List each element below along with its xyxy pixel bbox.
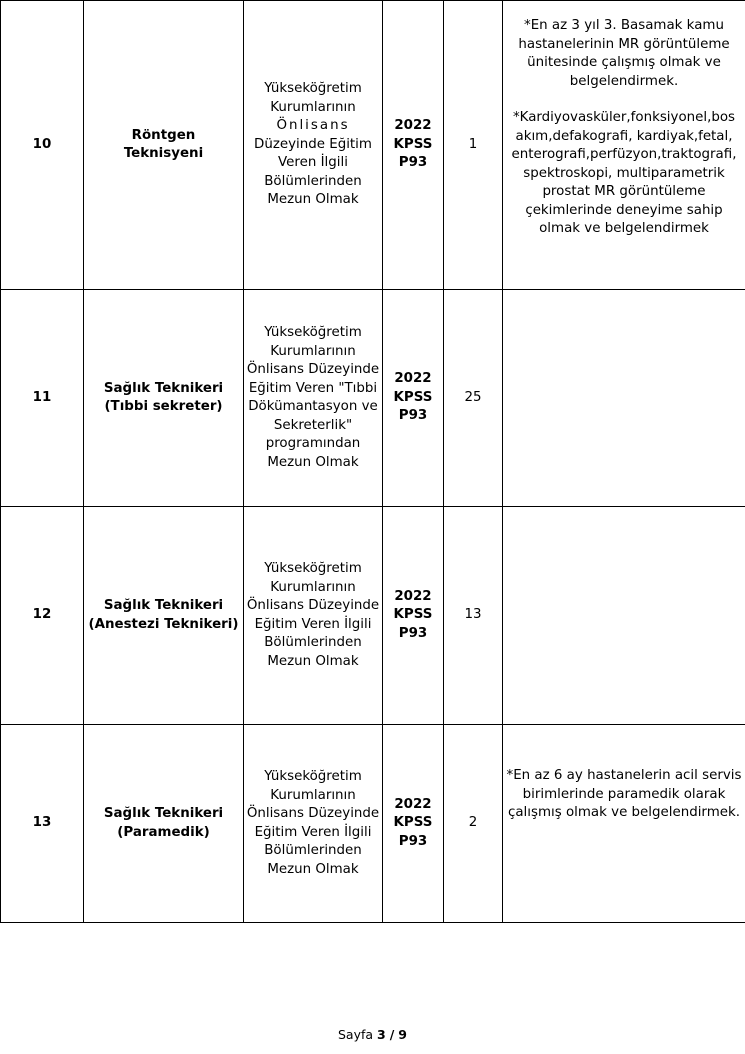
education-line: Dökümantasyon ve: [248, 399, 378, 414]
condition-note: *En az 3 yıl 3. Basamak kamu hastanelerinin MR görüntüleme ünitesinde çalışmış olmak ve belgelendirmek.: [518, 18, 730, 89]
exam-requirement: [383, 725, 444, 923]
page-separator: /: [389, 1027, 395, 1042]
education-line: Kurumlarının: [270, 343, 356, 359]
position-title: [84, 1, 244, 290]
quota-count: 13: [444, 507, 503, 725]
quota-count: 1: [444, 1, 503, 290]
table-row: [1, 725, 745, 923]
education-line: Yükseköğretim: [264, 81, 362, 97]
education-line: Önlisans Düzeyinde: [246, 598, 380, 613]
education-line: Kurumlarının: [270, 787, 356, 803]
education-requirement: [244, 725, 383, 923]
education-requirement: [244, 1, 383, 290]
education-line: Mezun Olmak: [267, 454, 359, 470]
position-title-line: (Anestezi Teknikeri): [88, 616, 239, 632]
row-number: 10: [1, 1, 84, 290]
education-line: Eğitim Veren İlgili: [254, 824, 372, 840]
row-number: 13: [1, 725, 84, 923]
education-requirement: [244, 507, 383, 725]
exam-line: 2022: [394, 371, 432, 387]
position-title: [84, 725, 244, 923]
education-line: Bölümlerinden: [264, 843, 362, 858]
position-title-line: Sağlık Teknikeri: [103, 806, 224, 821]
page-number: [0, 1027, 745, 1042]
position-title: [84, 290, 244, 507]
education-line: Eğitim Veren İlgili: [254, 616, 372, 632]
condition-note: *En az 6 ay hastanelerin acil servis birimlerinde paramedik olarak çalışmış olmak ve belgelendirmek.: [506, 768, 742, 820]
exam-requirement: [383, 290, 444, 507]
education-line: Veren İlgili: [278, 155, 348, 171]
education-line: Önlisans Düzeyinde: [246, 806, 380, 821]
education-line: Önlisans Düzeyinde: [246, 362, 380, 377]
position-title-line: Röntgen: [131, 127, 196, 143]
exam-line: P93: [398, 408, 428, 424]
exam-line: P93: [398, 625, 428, 641]
education-line: Kurumlarının: [270, 99, 356, 115]
condition-note: *Kardiyovasküler,fonksiyonel,bos akım,defakografi, kardiyak,fetal, enterografi,perfüzyon,traktografi, spektroskopi, multiparametrik prostat MR görüntüleme çekimlerinde deneyime sahip olmak ve belgelendirmek: [511, 110, 737, 236]
exam-line: KPSS: [393, 607, 433, 623]
exam-line: P93: [398, 833, 428, 849]
education-line: Yükseköğretim: [264, 769, 362, 784]
education-line: Mezun Olmak: [267, 653, 359, 669]
education-line: Bölümlerinden: [264, 635, 362, 650]
exam-requirement: [383, 1, 444, 290]
position-title-line: Sağlık Teknikeri: [103, 598, 224, 613]
table-row: [1, 290, 745, 507]
exam-line: 2022: [394, 796, 432, 812]
exam-line: KPSS: [393, 815, 433, 831]
position-title-line: (Paramedik): [117, 824, 210, 840]
education-line: Kurumlarının: [270, 579, 356, 595]
row-number: 12: [1, 507, 84, 725]
education-line: Sekreterlik": [273, 417, 353, 433]
education-line: programından: [265, 436, 361, 451]
quota-count: 2: [444, 725, 503, 923]
special-conditions: [503, 1, 745, 290]
exam-requirement: [383, 507, 444, 725]
exam-line: KPSS: [393, 136, 433, 152]
position-title-line: (Tıbbi sekreter): [104, 399, 223, 414]
position-title-line: Teknisyeni: [123, 146, 204, 161]
current-page: 3: [377, 1027, 386, 1042]
exam-line: 2022: [394, 118, 432, 134]
position-title: [84, 507, 244, 725]
education-line: Mezun Olmak: [267, 192, 359, 208]
education-requirement: [244, 290, 383, 507]
row-number: 11: [1, 290, 84, 507]
table-row: [1, 507, 745, 725]
education-line: Yükseköğretim: [264, 325, 362, 340]
education-line: Düzeyinde Eğitim: [254, 136, 372, 152]
education-line: Eğitim Veren "Tıbbi: [248, 380, 378, 396]
total-pages: 9: [398, 1027, 407, 1042]
special-conditions: [503, 725, 745, 923]
exam-line: P93: [398, 155, 428, 171]
special-conditions: [503, 290, 745, 507]
education-line: Bölümlerinden: [264, 173, 362, 189]
special-conditions: [503, 507, 745, 725]
education-line: Önlisans: [276, 118, 350, 134]
exam-line: KPSS: [393, 389, 433, 405]
education-line: Yükseköğretim: [264, 561, 362, 576]
page-label: Sayfa: [338, 1027, 374, 1042]
exam-line: 2022: [394, 588, 432, 604]
table-row: [1, 1, 745, 290]
education-line: Mezun Olmak: [267, 861, 359, 877]
quota-count: 25: [444, 290, 503, 507]
position-title-line: Sağlık Teknikeri: [103, 380, 224, 396]
